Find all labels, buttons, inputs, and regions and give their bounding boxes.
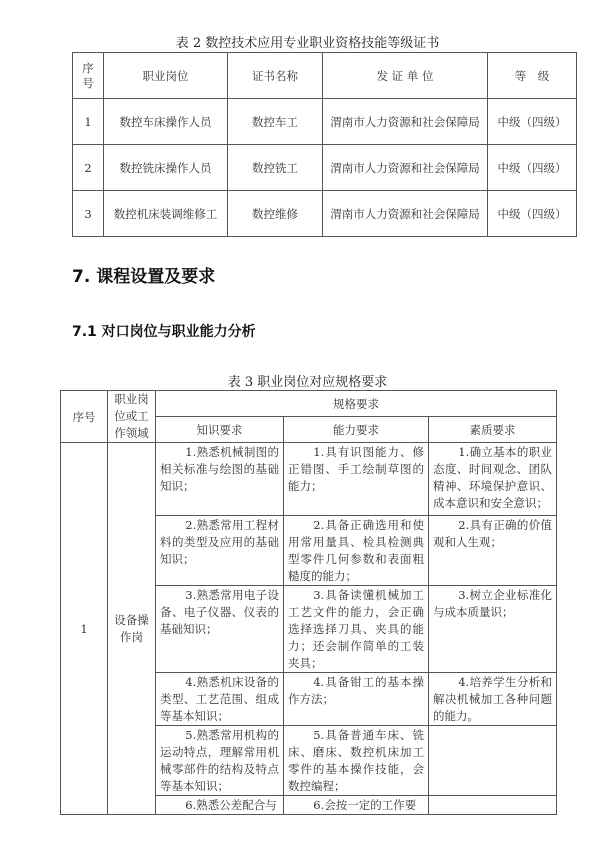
cell-quality <box>429 726 557 796</box>
cell-post: 数控车床操作人员 <box>104 99 228 145</box>
table2-caption: 表 2 数控技术应用专业职业资格技能等级证书 <box>175 36 440 51</box>
cell-knowledge: 4.熟悉机床设备的类型、工艺范围、组成等基本知识； <box>156 673 284 726</box>
cell-knowledge: 1.熟悉机械制图的相关标准与绘图的基础知识； <box>156 443 284 516</box>
cell-post: 数控铣床操作人员 <box>104 145 228 191</box>
table-header-row <box>61 391 557 417</box>
header-quality: 素质要求 <box>429 417 557 443</box>
section-title: 7. 课程设置及要求 <box>72 267 216 287</box>
cell-issuer: 渭南市人力资源和社会保障局 <box>323 145 488 191</box>
cell-post: 设备操作岗 <box>108 443 156 815</box>
cell-quality: 4.培养学生分析和解决机械加工各种问题的能力。 <box>429 673 557 726</box>
table3-caption: 表 3 职业岗位对应规格要求 <box>227 375 388 390</box>
header-level: 等 级 <box>488 53 577 99</box>
table-row <box>73 191 577 237</box>
header-seq: 序号 <box>61 391 108 443</box>
cell-post: 数控机床装调维修工 <box>104 191 228 237</box>
cell-level: 中级（四级） <box>488 145 577 191</box>
cell-quality: 1.确立基本的职业态度、时间观念、团队精神、环境保护意识、成本意识和安全意识； <box>429 443 557 516</box>
header-spec: 规格要求 <box>156 391 557 417</box>
cell-certificate: 数控铣工 <box>228 145 323 191</box>
table-row <box>61 443 557 516</box>
cell-knowledge: 6.熟悉公差配合与 <box>156 796 284 815</box>
table-row <box>73 145 577 191</box>
header-issuer: 发 证 单 位 <box>323 53 488 99</box>
header-post: 职业岗位或工作领域 <box>108 391 156 443</box>
cell-knowledge: 2.熟悉常用工程材料的类型及应用的基础知识； <box>156 516 284 586</box>
table-header-row <box>73 53 577 99</box>
cell-seq: 2 <box>73 145 104 191</box>
cell-issuer: 渭南市人力资源和社会保障局 <box>323 99 488 145</box>
certificate-table <box>72 52 577 237</box>
cell-quality <box>429 796 557 815</box>
cell-knowledge: 5.熟悉常用机构的运动特点，理解常用机械零部件的结构及特点等基本知识； <box>156 726 284 796</box>
cell-level: 中级（四级） <box>488 99 577 145</box>
cell-level: 中级（四级） <box>488 191 577 237</box>
cell-ability: 1.具有识图能力、修正错图、手工绘制草图的能力； <box>284 443 429 516</box>
header-knowledge: 知识要求 <box>156 417 284 443</box>
cell-certificate: 数控车工 <box>228 99 323 145</box>
subsection-title: 7.1 对口岗位与职业能力分析 <box>72 324 256 340</box>
header-certificate: 证书名称 <box>228 53 323 99</box>
cell-knowledge: 3.熟悉常用电子设备、电子仪器、仪表的基础知识； <box>156 586 284 673</box>
cell-certificate: 数控维修 <box>228 191 323 237</box>
cell-ability: 6.会按一定的工作要 <box>284 796 429 815</box>
table-row <box>73 99 577 145</box>
cell-ability: 3.具备读懂机械加工工艺文件的能力，会正确选择选择刀具、夹具的能力；还会制作简单的工装夹具； <box>284 586 429 673</box>
cell-ability: 2.具备正确选用和使用常用量具、检具检测典型零件几何参数和表面粗糙度的能力； <box>284 516 429 586</box>
cell-quality: 3.树立企业标准化与成本质量识； <box>429 586 557 673</box>
cell-issuer: 渭南市人力资源和社会保障局 <box>323 191 488 237</box>
cell-ability: 5.具备普通车床、铣床、磨床、数控机床加工零件的基本操作技能，会数控编程； <box>284 726 429 796</box>
cell-quality: 2.具有正确的价值观和人生观； <box>429 516 557 586</box>
header-ability: 能力要求 <box>284 417 429 443</box>
job-spec-table <box>60 390 557 815</box>
header-post: 职业岗位 <box>104 53 228 99</box>
cell-seq: 1 <box>73 99 104 145</box>
cell-seq: 1 <box>61 443 108 815</box>
cell-seq: 3 <box>73 191 104 237</box>
cell-ability: 4.具备钳工的基本操作方法； <box>284 673 429 726</box>
header-seq: 序号 <box>73 53 104 99</box>
